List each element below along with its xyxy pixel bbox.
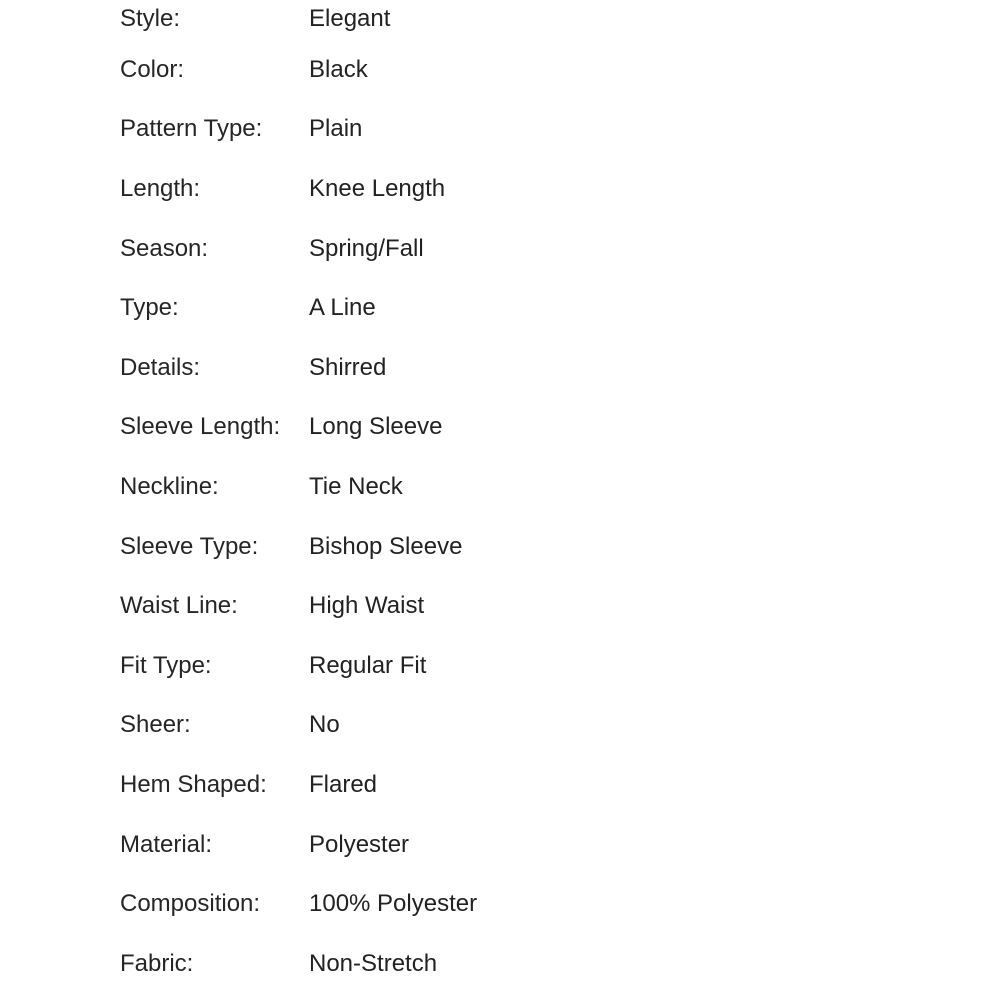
spec-row-fit-type: [120, 636, 680, 696]
spec-row-composition: [120, 874, 680, 934]
spec-value: Spring/Fall: [309, 234, 424, 262]
spec-label: Fabric:: [120, 949, 194, 977]
spec-row-length: [120, 159, 680, 219]
spec-row-pattern-type: [120, 100, 680, 160]
spec-row-type: [120, 278, 680, 338]
spec-value: Elegant: [309, 5, 391, 32]
spec-row-season: [120, 219, 680, 279]
spec-label: Length:: [120, 174, 201, 202]
spec-row-neckline: [120, 457, 680, 517]
spec-value: 100% Polyester: [309, 890, 478, 918]
spec-value: No: [309, 711, 340, 739]
spec-row-waist-line: [120, 576, 680, 636]
spec-value: Polyester: [309, 830, 410, 858]
spec-value: Plain: [309, 115, 363, 143]
spec-value: Non-Stretch: [309, 949, 438, 977]
spec-value: Flared: [309, 770, 378, 798]
spec-value: High Waist: [309, 592, 425, 620]
spec-value: Knee Length: [309, 174, 446, 202]
spec-label: Color:: [120, 55, 185, 83]
spec-row-sheer: [120, 696, 680, 756]
spec-value: A Line: [309, 294, 376, 322]
spec-row-details: [120, 338, 680, 398]
spec-label: Details:: [120, 353, 201, 381]
spec-label: Hem Shaped:: [120, 770, 267, 798]
spec-label: Sleeve Length:: [120, 413, 281, 441]
spec-value: Black: [309, 55, 368, 83]
spec-label: Fit Type:: [120, 651, 212, 679]
spec-value: Bishop Sleeve: [309, 532, 463, 560]
spec-label: Sheer:: [120, 711, 191, 739]
spec-label: Composition:: [120, 890, 261, 918]
spec-label: Neckline:: [120, 472, 219, 500]
spec-label: Waist Line:: [120, 592, 238, 620]
spec-label: Pattern Type:: [120, 115, 263, 143]
spec-label: Style:: [120, 5, 181, 32]
spec-value: Tie Neck: [309, 472, 403, 500]
spec-label: Type:: [120, 294, 179, 322]
spec-value: Regular Fit: [309, 651, 427, 679]
spec-row-style: [120, 0, 680, 40]
spec-row-color: [120, 40, 680, 100]
spec-row-fabric: [120, 934, 680, 994]
spec-row-sleeve-length: [120, 398, 680, 458]
spec-row-hem-shaped: [120, 755, 680, 815]
product-spec-list: [120, 0, 680, 994]
spec-label: Material:: [120, 830, 213, 858]
spec-label: Season:: [120, 234, 209, 262]
spec-row-sleeve-type: [120, 517, 680, 577]
spec-value: Shirred: [309, 353, 387, 381]
spec-label: Sleeve Type:: [120, 532, 259, 560]
spec-value: Long Sleeve: [309, 413, 443, 441]
spec-row-material: [120, 815, 680, 875]
